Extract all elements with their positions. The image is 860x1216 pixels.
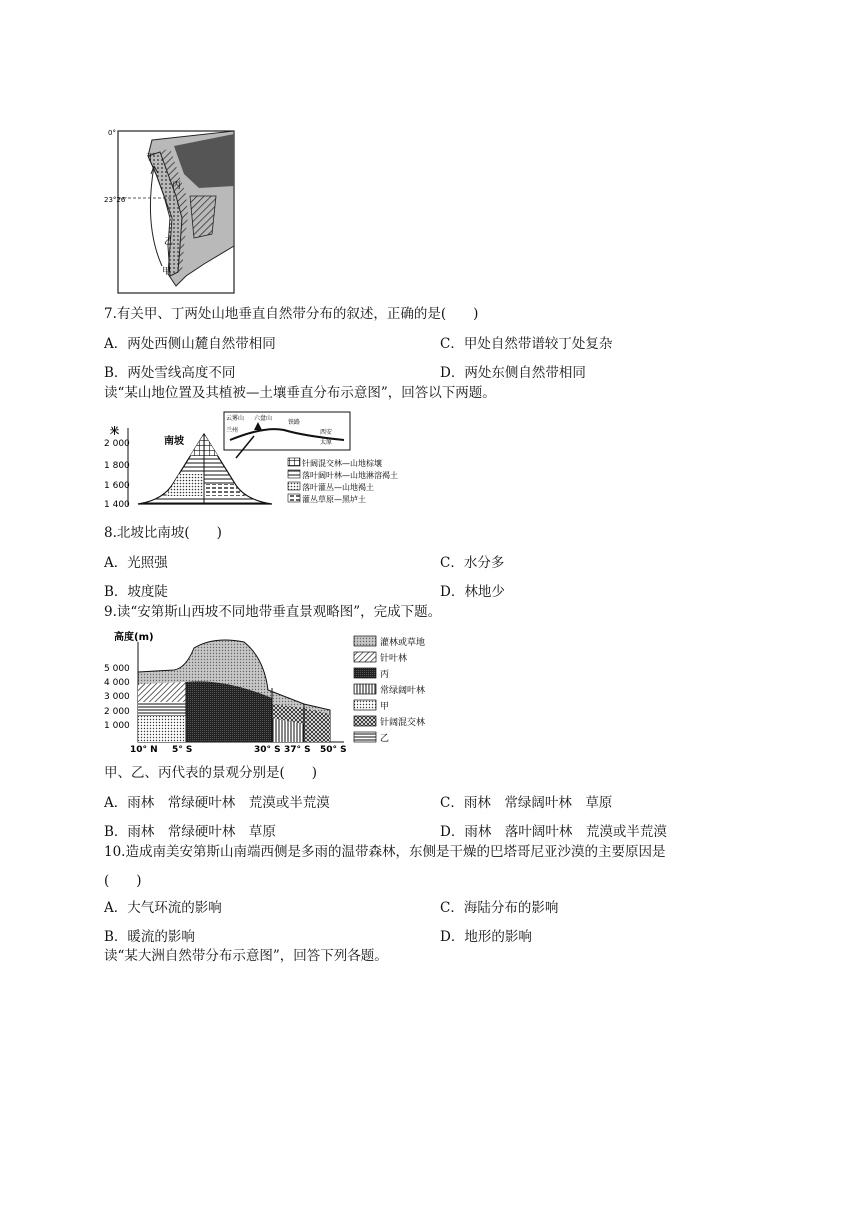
fig3-legend <box>354 636 425 744</box>
fig2-ytick-2000: 2 000 <box>104 439 130 449</box>
q10-stem: 10.造成南美安第斯山南端西侧是多雨的温带森林，东侧是干燥的巴塔哥尼亚沙漠的主要原因是 <box>104 844 666 860</box>
fig2-legend-4: 灌丛草原—黑垆土 <box>302 495 366 504</box>
inset-railway: 铁路 <box>288 419 301 426</box>
lat-23-label: 23°26′ <box>104 196 127 204</box>
q8-stem: 8.北坡比南坡( ) <box>104 525 222 541</box>
fig3-legend-6: 针阔混交林 <box>380 718 426 728</box>
yi-label: 乙 <box>164 237 174 247</box>
location-inset-map <box>224 412 350 458</box>
fig2-ytick-1600: 1 600 <box>104 481 130 491</box>
fig2-ytick-1800: 1 800 <box>104 461 130 471</box>
intro-next-questions: 读“某大洲自然带分布示意图”，回答下列各题。 <box>104 948 388 964</box>
fig3-xtick-5s: 5° S <box>172 745 193 755</box>
fig3-legend-4: 常绿阔叶林 <box>380 686 426 696</box>
q9-option-a[interactable]: A．雨林 常绿硬叶林 荒漠或半荒漠 <box>104 795 330 811</box>
inset-lanzhou: 兰州 <box>226 427 239 434</box>
south-america-map-figure <box>104 126 236 296</box>
q9-sub-stem: 甲、乙、丙代表的景观分别是( ) <box>104 765 318 781</box>
fig3-ytick-2000: 2 000 <box>104 707 130 717</box>
q10-option-a[interactable]: A．大气环流的影响 <box>104 900 222 916</box>
fig2-legend <box>288 458 398 504</box>
fig3-ytick-1000: 1 000 <box>104 721 130 731</box>
q10-option-d[interactable]: D．地形的影响 <box>440 929 532 945</box>
inset-yunwu: 云雾山 <box>226 415 245 422</box>
south-slope-label: 南坡 <box>164 436 184 447</box>
fig2-legend-1: 针阔混交林—山地棕壤 <box>302 459 382 468</box>
intro-q8-q9: 读“某山地位置及其植被—土壤垂直分布示意图”，回答以下两题。 <box>104 385 496 401</box>
fig2-legend-3: 落叶灌丛—山地褐土 <box>302 483 374 492</box>
q7-stem: 7.有关甲、丁两处山地垂直自然带分布的叙述，正确的是( ) <box>104 306 479 322</box>
inset-xian: 西安 <box>320 429 333 436</box>
bing-label: 丙 <box>172 181 182 191</box>
fig3-ytick-4000: 4 000 <box>104 678 130 688</box>
fig3-legend-2: 针叶林 <box>380 654 408 664</box>
q10-option-c[interactable]: C．海陆分布的影响 <box>440 900 559 916</box>
q7-option-b[interactable]: B．两处雪线高度不同 <box>104 365 236 381</box>
q8-option-d[interactable]: D．林地少 <box>440 584 505 600</box>
inset-taiyuan: 太原 <box>320 439 333 446</box>
inset-liupan: 六盘山 <box>254 415 273 422</box>
fig3-legend-3: 丙 <box>380 670 390 680</box>
fig3-legend-7: 乙 <box>380 734 390 744</box>
fig3-xtick-50s: 50° S <box>320 745 347 755</box>
fig2-legend-2: 落叶阔叶林—山地淋溶褐土 <box>302 471 398 480</box>
q7-option-c[interactable]: C．甲处自然带谱较丁处复杂 <box>440 336 613 352</box>
fig3-xtick-37s: 37° S <box>284 745 311 755</box>
q8-option-a[interactable]: A．光照强 <box>104 555 168 571</box>
q8-option-b[interactable]: B．坡度陡 <box>104 584 168 600</box>
q7-option-d[interactable]: D．两处东侧自然带相同 <box>440 365 586 381</box>
q10-paren: ( ) <box>104 873 142 889</box>
fig3-xtick-30s: 30° S <box>254 745 281 755</box>
fig3-ytick-3000: 3 000 <box>104 692 130 702</box>
q9-option-d[interactable]: D．雨林 落叶阔叶林 荒漠或半荒漠 <box>440 824 667 840</box>
fig2-ytick-1400: 1 400 <box>104 500 130 510</box>
q7-option-a[interactable]: A．两处西侧山麓自然带相同 <box>104 336 276 352</box>
mountain-zonation-figure <box>104 410 444 510</box>
fig3-xtick-10n: 10° N <box>130 745 158 755</box>
q9-option-b[interactable]: B．雨林 常绿硬叶林 草原 <box>104 824 276 840</box>
q9-stem: 9.读“安第斯山西坡不同地带垂直景观略图”，完成下题。 <box>104 604 442 620</box>
fig3-legend-5: 甲 <box>380 702 390 712</box>
andes-profile <box>138 640 330 742</box>
q9-option-c[interactable]: C．雨林 常绿阔叶林 草原 <box>440 795 613 811</box>
ding-label: 丁 <box>146 153 156 163</box>
fig3-legend-1: 灌林或草地 <box>380 638 426 648</box>
fig2-unit: 米 <box>110 427 120 437</box>
lat-0-label: 0° <box>108 129 116 137</box>
fig3-ylabel: 高度(m) <box>114 632 154 643</box>
q8-option-c[interactable]: C．水分多 <box>440 555 505 571</box>
jia-label: 甲 <box>162 267 172 277</box>
fig3-ytick-5000: 5 000 <box>104 664 130 674</box>
andes-zonation-figure <box>104 628 454 756</box>
q10-option-b[interactable]: B．暖流的影响 <box>104 929 195 945</box>
